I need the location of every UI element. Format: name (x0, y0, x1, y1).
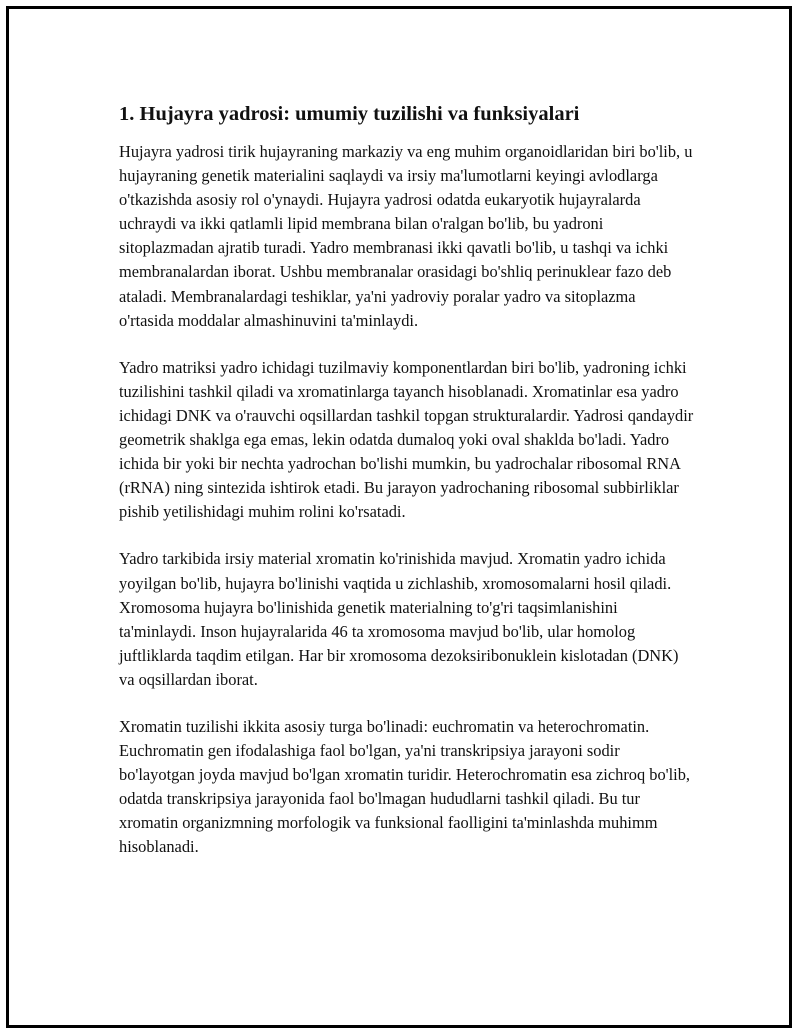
paragraph-3: Yadro tarkibida irsiy material xromatin ko'rinishida mavjud. Xromatin yadro ichida yoyilgan bo'lib, hujayra bo'linishi vaqtida u zichlashib, xromosomalarni hosil qiladi. Xromosoma hujayra bo'linishida genetik materialning to'g'ri taqsimlanishini ta'minlaydi. Inson hujayralarida 46 ta xromosoma mavjud bo'lib, ular homolog juftliklarda taqdim etilgan. Har bir xromosoma dezoksiribonuklein kislotadan (DNK) va oqsillardan iborat. (119, 549, 679, 689)
section-heading: 1. Hujayra yadrosi: umumiy tuzilishi va funksiyalari (119, 103, 580, 125)
page-frame (6, 6, 792, 1028)
paragraph-1: Hujayra yadrosi tirik hujayraning markaziy va eng muhim organoidlaridan biri bo'lib, u hujayraning genetik materialini saqlaydi va irsiy ma'lumotlarni keyingi avlodlarga o'tkazishda asosiy rol o'ynaydi. Hujayra yadrosi odatda eukaryotik hujayralarda uchraydi va ikki qatlamli lipid membrana bilan o'ralgan bo'lib, bu yadroni sitoplazmadan ajratib turadi. Yadro membranasi ikki qavatli bo'lib, u tashqi va ichki membranalardan iborat. Ushbu membranalar orasidagi bo'shliq perinuklear fazo deb ataladi. Membranalardagi teshiklar, ya'ni yadroviy poralar yadro va sitoplazma o'rtasida moddalar almashinuvini ta'minlaydi. (119, 142, 693, 330)
document-content (119, 101, 694, 883)
paragraph-4: Xromatin tuzilishi ikkita asosiy turga bo'linadi: euchromatin va heterochromatin. Euchromatin gen ifodalashiga faol bo'lgan, ya'ni transkripsiya jarayoni sodir bo'layotgan joyda mavjud bo'lgan xromatin turidir. Heterochromatin esa zichroq bo'lib, odatda transkripsiya jarayonida faol bo'lmagan hududlarni tashkil qiladi. Bu tur xromatin organizmning morfologik va funksional faolligini ta'minlashda muhimm hisoblanadi. (119, 716, 691, 857)
paragraph-2: Yadro matriksi yadro ichidagi tuzilmaviy komponentlardan biri bo'lib, yadroning ichki tuzilishini tashkil qiladi va xromatinlarga tayanch hisoblanadi. Xromatinlar esa yadro ichidagi DNK va o'rauvchi oqsillardan tashkil topgan strukturalardir. Yadrosi qandaydir geometrik shaklga ega emas, lekin odatda dumaloq yoki oval shaklda bo'ladi. Yadro ichida bir yoki bir nechta yadrochan bo'lishi mumkin, bu yadrochalar ribosomal RNA (rRNA) ning sintezida ishtirok etadi. Bu jarayon yadrochaning ribosomal subbirliklar pishib yetilishidagi muhim rolini ko'rsatadi. (119, 357, 694, 522)
